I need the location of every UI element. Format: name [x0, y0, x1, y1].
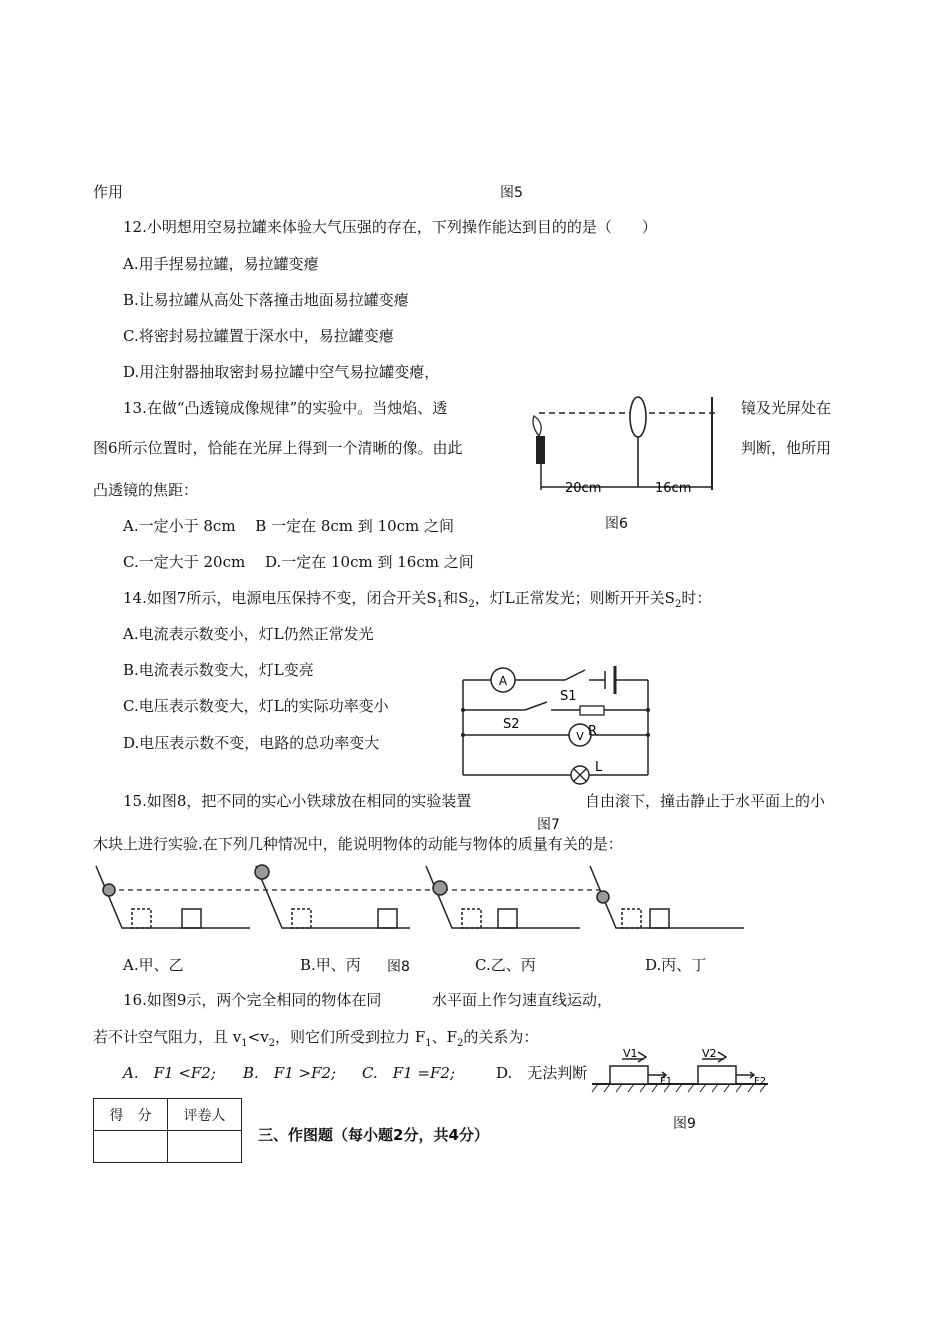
grader-cell[interactable] [168, 1131, 242, 1163]
figure-7-circuit-diagram [455, 665, 665, 780]
distance-label-16cm: 16cm [655, 481, 692, 496]
svg-text:V: V [576, 730, 584, 743]
question-13-options-row1: A.一定小于 8cm B 一定在 8cm 到 10cm 之间 [123, 517, 455, 535]
section-3-title: 三、作图题（每小题2分，共4分） [258, 1126, 489, 1144]
question-13-line2-right: 判断，他所用 [741, 439, 832, 457]
block-1 [610, 1066, 648, 1084]
ramp-ding [590, 866, 744, 928]
figure-5-caption: 图5 [500, 185, 523, 201]
question-16-option-c: C. F1 =F2; [362, 1064, 456, 1082]
ramp-yi [255, 865, 410, 928]
question-14-option-c: C.电压表示数变大，灯L的实际功率变小 [123, 697, 389, 715]
lamp-label: L [595, 760, 603, 775]
figure-9-caption: 图9 [673, 1116, 696, 1132]
grader-header: 评卷人 [168, 1099, 242, 1131]
question-15-option-a: A.甲、乙 [123, 956, 184, 974]
question-13-line3: 凸透镜的焦距： [93, 481, 199, 499]
ammeter-icon [491, 668, 515, 692]
question-12-option-a: A.用手捏易拉罐，易拉罐变瘪 [123, 255, 319, 273]
force-f2-label: F2 [754, 1076, 767, 1087]
question-15-line2: 木块上进行实验.在下列几种情况中，能说明物体的动能与物体的质量有关的是： [93, 835, 623, 853]
candle-icon [533, 416, 545, 464]
figure-9-blocks-diagram [588, 1042, 778, 1097]
question-15-line1-right: 自由滚下，撞击静止于水平面上的小 [585, 792, 826, 810]
block-2 [698, 1066, 736, 1084]
question-13-line1-left: 13.在做“凸透镜成像规律”的实验中。当烛焰、透 [123, 399, 448, 417]
question-14-option-d: D.电压表示数不变，电路的总功率变大 [123, 734, 380, 752]
question-12-option-c: C.将密封易拉罐置于深水中，易拉罐变瘪 [123, 327, 394, 345]
velocity-v2-label: V2 [702, 1047, 717, 1060]
force-f1-label: F1 [660, 1076, 673, 1087]
figure-7-caption: 图7 [537, 817, 560, 833]
question-15-line1-left: 15.如图8，把不同的实心小铁球放在相同的实验装置 [123, 792, 472, 810]
question-16-line1-left: 16.如图9示，两个完全相同的物体在同 [123, 991, 382, 1009]
question-16-option-a: A. F1 <F2; [123, 1064, 216, 1082]
question-16-line1-right: 水平面上作匀速直线运动， [432, 991, 613, 1009]
ramp-bing [426, 866, 580, 928]
fragment-text: 作用 [93, 183, 124, 201]
question-14-option-a: A.电流表示数变小，灯L仍然正常发光 [123, 625, 374, 643]
question-13-line2-left: 图6所示位置时，恰能在光屏上得到一个清晰的像。由此 [93, 439, 463, 457]
question-16-line2: 若不计空气阻力，且 $v_1<v_2$，则它们所受到拉力 $F_1$、$F_2$的关系为： [93, 1028, 539, 1049]
question-12-stem: 12.小明想用空易拉罐来体验大气压强的存在，下列操作能达到目的的是（ ） [123, 218, 657, 236]
question-14-stem: 14.如图7所示，电源电压保持不变，闭合开关$S_1$和$S_2$，灯L正常发光；则断开开关$S_2$时： [123, 589, 712, 610]
score-table [93, 1098, 242, 1163]
ramp-jia [96, 866, 250, 928]
convex-lens-icon [630, 397, 646, 487]
resistor-label: R [588, 724, 598, 739]
resistor-icon [580, 706, 604, 715]
question-16-option-b: B. F1 >F2; [243, 1064, 337, 1082]
question-16-option-d: D. 无法判断 [496, 1064, 588, 1082]
question-15-option-d: D.丙、丁 [645, 956, 707, 974]
question-12-option-d: D.用注射器抽取密封易拉罐中空气易拉罐变瘪， [123, 363, 440, 381]
svg-text:A: A [498, 674, 508, 688]
distance-label-20cm: 20cm [565, 481, 602, 496]
question-12-option-b: B.让易拉罐从高处下落撞击地面易拉罐变瘪 [123, 291, 409, 309]
switch-s2-label: S2 [503, 717, 520, 732]
lamp-icon [571, 766, 589, 784]
figure-6-caption: 图6 [605, 516, 628, 532]
score-cell[interactable] [94, 1131, 168, 1163]
velocity-v1-label: V1 [623, 1047, 638, 1060]
figure-8-ramp-diagrams [90, 860, 750, 932]
battery-icon [605, 666, 615, 694]
score-header: 得 分 [94, 1099, 168, 1131]
question-15-option-b: B.甲、丙 [300, 956, 361, 974]
figure-8-caption: 图8 [387, 959, 410, 975]
figure-6-optics-bench [525, 392, 725, 497]
question-13-options-row2: C.一定大于 20cm D.一定在 10cm 到 16cm 之间 [123, 553, 474, 571]
question-13-line1-right: 镜及光屏处在 [741, 399, 832, 417]
switch-s1-label: S1 [560, 689, 577, 704]
question-15-option-c: C.乙、丙 [475, 956, 536, 974]
question-14-option-b: B.电流表示数变大，灯L变亮 [123, 661, 314, 679]
